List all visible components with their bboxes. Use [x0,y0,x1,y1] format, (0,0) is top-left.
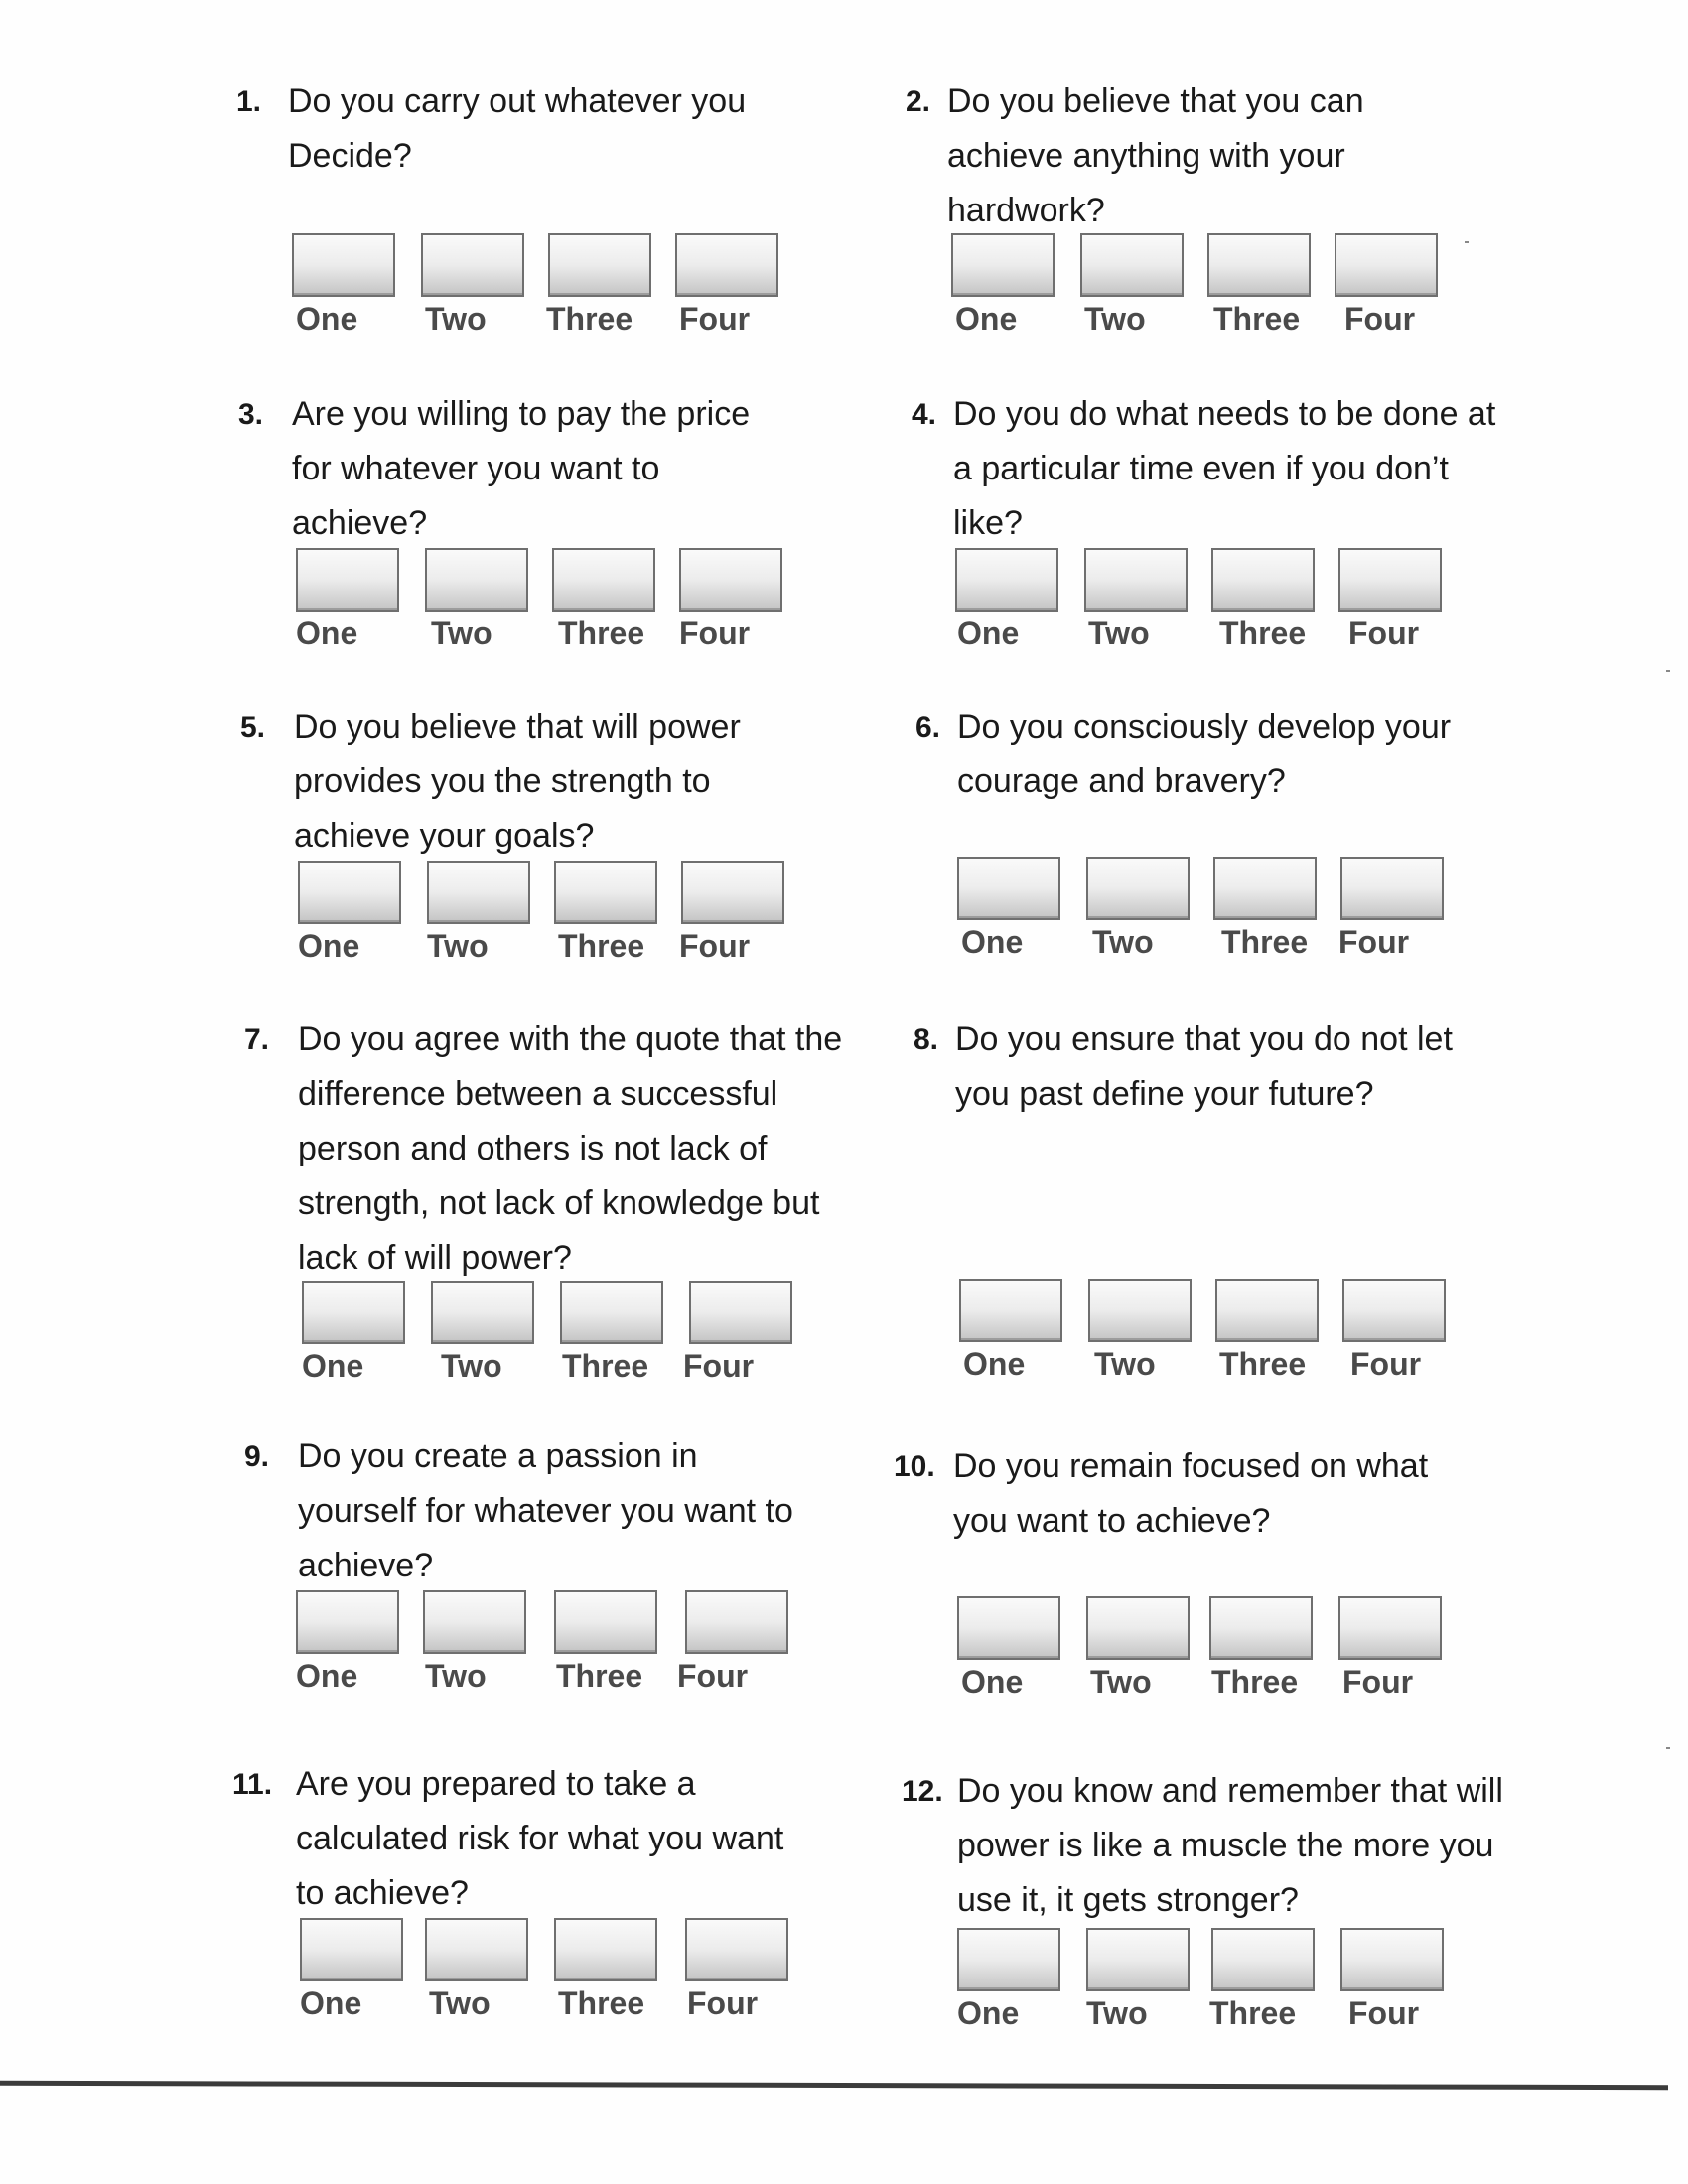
option-label-two: Two [425,1658,487,1694]
option-box-three[interactable] [1207,233,1311,297]
option-box-three[interactable] [1215,1279,1319,1342]
option-box-one[interactable] [296,548,399,612]
option-label-three: Three [1219,615,1307,651]
question-1 [236,74,852,337]
question-number: 11. [232,1768,273,1801]
answer-options [298,861,854,970]
option-box-three[interactable] [560,1281,663,1344]
question-8 [914,1013,1529,1382]
question-text: Do you believe that will power provides you the strength to achieve your goals? [294,708,741,855]
option-label-two: Two [1084,301,1146,337]
option-label-three: Three [1221,924,1309,960]
option-label-two: Two [427,928,489,964]
question-number: 1. [236,85,262,118]
option-box-four[interactable] [1338,1596,1442,1660]
question-text: Do you believe that you can achieve anything with your hardwork? [947,82,1364,229]
option-box-four[interactable] [1335,233,1438,297]
question-text: Do you ensure that you do not let you past define your future? [955,1021,1453,1113]
option-label-two: Two [1088,615,1150,651]
option-box-four[interactable] [679,548,782,612]
option-box-four[interactable] [685,1918,788,1981]
option-box-two[interactable] [421,233,524,297]
option-label-two: Two [1086,1995,1148,2031]
bottom-divider-line [0,2081,1668,2090]
option-label-three: Three [1219,1346,1307,1382]
question-text: Do you know and remember that will power is like a muscle the more you use it, it gets stronger? [957,1772,1503,1919]
question-text: Are you willing to pay the price for whatever you want to achieve? [292,395,751,542]
option-box-four[interactable] [675,233,778,297]
answer-options [302,1281,858,1390]
option-box-one[interactable] [957,1928,1060,1991]
question-4 [912,387,1527,651]
option-label-two: Two [1092,924,1154,960]
option-box-one[interactable] [957,857,1060,920]
option-box-one[interactable] [300,1918,403,1981]
answer-options [957,1928,1513,2037]
option-box-three[interactable] [554,1590,657,1654]
question-text: Do you agree with the quote that the difference between a successful person and others is not lack of strength, not lack of knowledge but lack of will power? [298,1021,843,1277]
option-label-one: One [296,301,358,337]
answer-options [957,857,1513,966]
option-label-one: One [300,1985,362,2021]
option-box-four[interactable] [1338,548,1442,612]
option-label-two: Two [425,301,487,337]
option-box-three[interactable] [554,1918,657,1981]
option-label-three: Three [562,1348,649,1384]
option-label-four: Four [1348,615,1420,651]
option-label-four: Four [679,615,751,651]
option-box-one[interactable] [951,233,1055,297]
question-11 [232,1757,848,2021]
question-text: Do you do what needs to be done at a particular time even if you don’t like? [953,395,1496,542]
option-box-four[interactable] [1342,1279,1446,1342]
option-box-four[interactable] [1340,857,1444,920]
option-label-one: One [957,615,1020,651]
question-3 [238,387,854,651]
option-label-four: Four [1344,301,1416,337]
question-number: 10. [894,1450,935,1483]
question-6 [915,700,1531,960]
option-label-one: One [961,1664,1024,1700]
option-box-three[interactable] [1211,1928,1315,1991]
option-label-four: Four [1338,924,1410,960]
option-label-one: One [298,928,360,964]
answer-options [296,1590,852,1700]
question-2 [906,74,1521,337]
option-label-three: Three [1213,301,1301,337]
answer-options [959,1279,1515,1388]
question-text: Do you carry out whatever you Decide? [288,82,747,175]
question-text: Do you remain focused on what you want to achieve? [953,1447,1429,1540]
option-box-three[interactable] [552,548,655,612]
option-box-one[interactable] [292,233,395,297]
option-label-one: One [957,1995,1020,2031]
answer-options [951,233,1507,342]
option-label-one: One [296,1658,358,1694]
option-label-four: Four [683,1348,755,1384]
option-box-two[interactable] [425,1918,528,1981]
answer-options [292,233,848,342]
option-label-four: Four [1350,1346,1422,1382]
option-box-four[interactable] [1340,1928,1444,1991]
question-text: Do you create a passion in yourself for whatever you want to achieve? [298,1437,793,1584]
option-label-two: Two [1094,1346,1156,1382]
question-text: Are you prepared to take a calculated risk for what you want to achieve? [296,1765,784,1912]
option-box-four[interactable] [685,1590,788,1654]
option-box-three[interactable] [1211,548,1315,612]
option-label-four: Four [687,1985,759,2021]
question-number: 9. [244,1440,270,1473]
question-text: Do you consciously develop your courage and bravery? [957,708,1452,800]
option-box-two[interactable] [1080,233,1184,297]
option-box-two[interactable] [1086,1928,1190,1991]
option-box-two[interactable] [1086,1596,1190,1660]
scan-speck [1666,1747,1670,1749]
option-label-three: Three [556,1658,643,1694]
option-box-two[interactable] [427,861,530,924]
question-5 [240,700,856,964]
option-label-four: Four [679,301,751,337]
option-box-two[interactable] [423,1590,526,1654]
option-box-one[interactable] [957,1596,1060,1660]
question-number: 12. [902,1775,943,1808]
option-box-one[interactable] [959,1279,1062,1342]
option-label-four: Four [677,1658,749,1694]
answer-options [955,548,1511,657]
option-box-three[interactable] [1213,857,1317,920]
option-box-two[interactable] [1086,857,1190,920]
option-label-three: Three [558,615,645,651]
scan-speck [1465,241,1469,243]
option-box-four[interactable] [681,861,784,924]
option-label-one: One [302,1348,364,1384]
option-label-one: One [296,615,358,651]
option-box-two[interactable] [1088,1279,1192,1342]
option-label-two: Two [441,1348,502,1384]
question-number: 8. [914,1024,939,1056]
option-label-four: Four [1342,1664,1414,1700]
question-number: 4. [912,398,937,431]
question-12 [902,1764,1517,2031]
option-label-one: One [961,924,1024,960]
option-box-two[interactable] [425,548,528,612]
option-label-three: Three [1209,1995,1297,2031]
option-label-three: Three [1211,1664,1299,1700]
option-box-one[interactable] [298,861,401,924]
option-label-two: Two [431,615,492,651]
question-10 [894,1439,1509,1700]
option-label-two: Two [429,1985,491,2021]
option-label-two: Two [1090,1664,1152,1700]
option-box-three[interactable] [554,861,657,924]
answer-options [957,1596,1513,1706]
scan-speck [1666,670,1670,672]
option-label-four: Four [1348,1995,1420,2031]
answer-options [296,548,852,657]
question-number: 7. [244,1024,270,1056]
answer-options [300,1918,856,2027]
option-box-two[interactable] [1084,548,1188,612]
question-number: 2. [906,85,931,118]
option-label-three: Three [546,301,633,337]
option-label-one: One [955,301,1018,337]
option-label-three: Three [558,928,645,964]
option-box-one[interactable] [296,1590,399,1654]
option-box-three[interactable] [548,233,651,297]
question-9 [244,1430,860,1694]
option-box-four[interactable] [689,1281,792,1344]
question-number: 5. [240,711,266,744]
option-box-two[interactable] [431,1281,534,1344]
option-label-four: Four [679,928,751,964]
option-label-one: One [963,1346,1026,1382]
option-box-three[interactable] [1209,1596,1313,1660]
question-7 [244,1013,860,1384]
question-number: 3. [238,398,264,431]
option-box-one[interactable] [302,1281,405,1344]
question-number: 6. [915,711,941,744]
option-label-three: Three [558,1985,645,2021]
option-box-one[interactable] [955,548,1058,612]
